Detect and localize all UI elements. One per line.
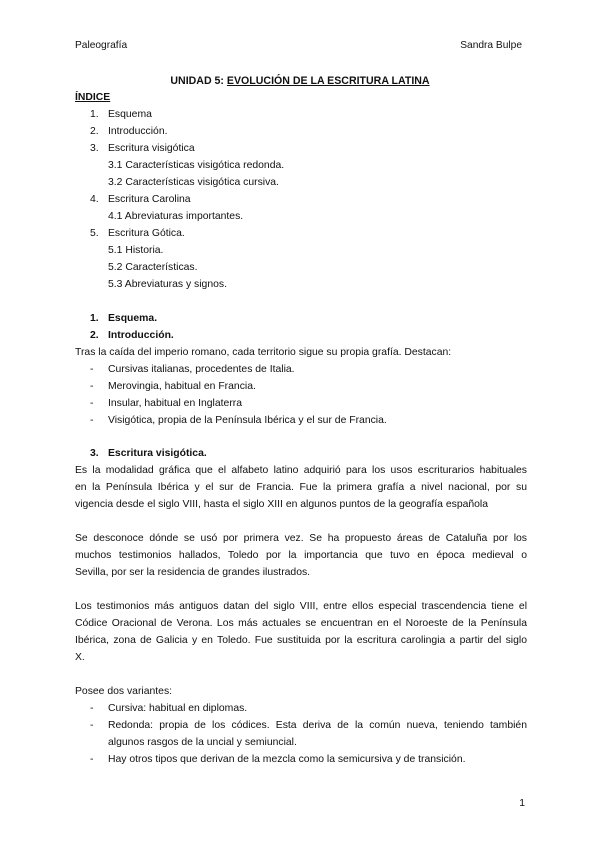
paragraph-2-line-2: muchos testimonios hallados, Toledo por la importancia que tuvo en época medieval o — [75, 550, 527, 561]
list-dash: - — [90, 364, 94, 375]
variant-item-3: Hay otros tipos que derivan de la mezcla como la semicursiva y de transición. — [108, 754, 466, 765]
index-item-5: Escritura Gótica. — [108, 228, 185, 239]
intro-list-item-2: Merovingia, habitual en Francia. — [108, 381, 256, 392]
index-sub-3-2: 3.2 Características visigótica cursiva. — [108, 177, 279, 188]
index-sub-5-1: 5.1 Historia. — [108, 245, 164, 256]
variant-item-1: Cursiva: habitual en diplomas. — [108, 703, 248, 714]
paragraph-3-line-3: Ibérica, zona de Galicia y en Toledo. Fue sustituida por la escritura carolingia a partir del siglo — [75, 635, 527, 646]
section-3-title: Escritura visigótica. — [108, 448, 207, 459]
list-dash: - — [90, 381, 94, 392]
header-left: Paleografía — [75, 40, 128, 51]
paragraph-3-line-4: X. — [75, 652, 85, 663]
intro-text: Tras la caída del imperio romano, cada territorio sigue su propia grafía. Destacan: — [75, 347, 452, 358]
list-dash: - — [90, 703, 94, 714]
page-number: 1 — [519, 798, 525, 809]
index-num-3: 3. — [90, 143, 99, 154]
index-sub-5-2: 5.2 Características. — [108, 262, 198, 273]
index-item-1: Esquema — [108, 109, 152, 120]
index-sub-5-3: 5.3 Abreviaturas y signos. — [108, 279, 227, 290]
list-dash: - — [90, 415, 94, 426]
variants-intro: Posee dos variantes: — [75, 686, 173, 697]
index-num-4: 4. — [90, 194, 99, 205]
list-dash: - — [90, 720, 94, 731]
variant-item-2-line-1: Redonda: propia de los códices. Esta deriva de la común nueva, teniendo también — [108, 720, 527, 731]
intro-list-item-3: Insular, habitual en Inglaterra — [108, 398, 243, 409]
paragraph-1-line-3: vigencia desde el siglo VIII, hasta el siglo XIII en algunos puntos de la geografía española — [75, 499, 489, 510]
section-3-num: 3. — [90, 448, 99, 459]
index-heading: ÍNDICE — [75, 92, 111, 103]
section-2-title: Introducción. — [108, 330, 174, 341]
index-num-5: 5. — [90, 228, 99, 239]
intro-list-item-1: Cursivas italianas, procedentes de Italia. — [108, 364, 295, 375]
paragraph-3-line-1: Los testimonios más antiguos datan del siglo VIII, entre ellos especial trascendencia tiene el — [75, 601, 527, 612]
paragraph-2-line-1: Se desconoce dónde se usó por primera vez. Se ha propuesto áreas de Cataluña por los — [75, 533, 527, 544]
list-dash: - — [90, 754, 94, 765]
header-right: Sandra Bulpe — [460, 40, 522, 51]
paragraph-2-line-3: Sevilla, por ser la residencia de grandes ilustrados. — [75, 567, 311, 578]
index-num-1: 1. — [90, 109, 99, 120]
index-num-2: 2. — [90, 126, 99, 137]
paragraph-1-line-2: en la Península Ibérica y el sur de Francia. Fue la primera grafía a nivel nacional, por su — [75, 482, 527, 493]
index-item-3: Escritura visigótica — [108, 143, 195, 154]
list-dash: - — [90, 398, 94, 409]
index-sub-3-1: 3.1 Características visigótica redonda. — [108, 160, 285, 171]
variant-item-2-line-2: algunos rasgos de la uncial y semiuncial. — [108, 737, 297, 748]
intro-list-item-4: Visigótica, propia de la Península Ibérica y el sur de Francia. — [108, 415, 387, 426]
section-1-title: Esquema. — [108, 313, 158, 324]
section-2-num: 2. — [90, 330, 99, 341]
paragraph-3-line-2: Códice Oracional de Verona. Los más actuales se encuentran en el Noroeste de la Península — [75, 618, 527, 629]
title-main: EVOLUCIÓN DE LA ESCRITURA LATINA — [226, 75, 430, 87]
section-1-num: 1. — [90, 313, 99, 324]
index-item-2: Introducción. — [108, 126, 168, 137]
paragraph-1-line-1: Es la modalidad gráfica que el alfabeto latino adquirió para los usos escriturarios habituales — [75, 465, 527, 476]
page-title — [0, 75, 600, 87]
title-prefix: UNIDAD 5: — [170, 75, 227, 87]
index-item-4: Escritura Carolina — [108, 194, 191, 205]
index-sub-4-1: 4.1 Abreviaturas importantes. — [108, 211, 244, 222]
